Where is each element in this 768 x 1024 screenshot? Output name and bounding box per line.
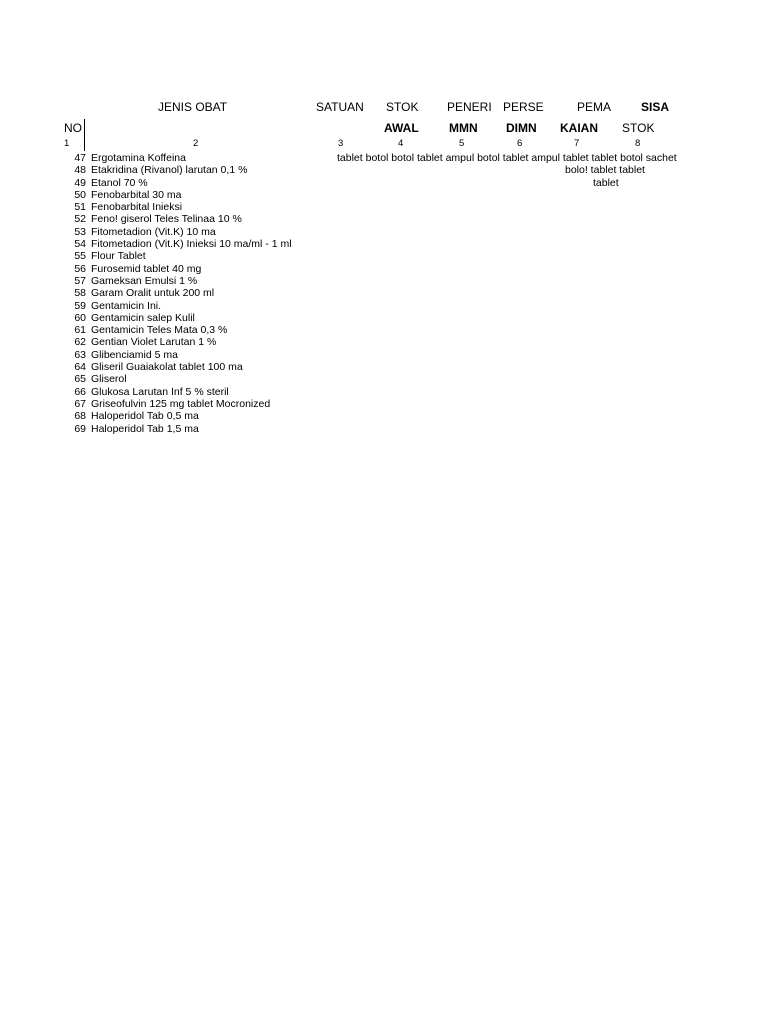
row-number: 69 bbox=[74, 422, 86, 435]
row-number: 50 bbox=[74, 188, 86, 201]
units-line-1: tablet botol botol tablet ampul botol tablet ampul tablet tablet botol sachet bbox=[337, 152, 677, 164]
row-name: Fitometadion (Vit.K) 10 ma bbox=[91, 225, 216, 238]
row-number: 64 bbox=[74, 361, 86, 374]
table-row bbox=[62, 238, 292, 250]
row-name: Haloperidol Tab 1,5 ma bbox=[91, 422, 199, 435]
row-name: Etanol 70 % bbox=[91, 176, 148, 189]
row-name: Fenobarbital 30 ma bbox=[91, 188, 182, 201]
header-awal: AWAL bbox=[384, 121, 419, 135]
row-number: 63 bbox=[74, 348, 86, 361]
table-row bbox=[62, 189, 292, 201]
row-name: Gliserol bbox=[91, 373, 127, 386]
table-row bbox=[62, 250, 292, 262]
table-row bbox=[62, 300, 292, 312]
header-sisa: SISA bbox=[641, 100, 670, 114]
colnum-7: 7 bbox=[574, 138, 580, 149]
row-name: Ergotamina Koffeina bbox=[91, 152, 186, 164]
row-number: 61 bbox=[74, 324, 86, 337]
table-row bbox=[62, 373, 292, 385]
table-row bbox=[62, 226, 292, 238]
row-number: 47 bbox=[74, 152, 86, 164]
colnum-6: 6 bbox=[517, 138, 523, 149]
table-row bbox=[62, 263, 292, 275]
row-name: Gameksan Emulsi 1 % bbox=[91, 274, 198, 287]
colnum-2: 2 bbox=[193, 138, 199, 149]
table-row bbox=[62, 410, 292, 422]
table-row bbox=[62, 336, 292, 348]
table-row bbox=[62, 152, 292, 164]
header-no: NO bbox=[64, 121, 82, 135]
row-number: 60 bbox=[74, 311, 86, 324]
row-number: 51 bbox=[74, 201, 86, 214]
row-name: Glukosa Larutan Inf 5 % steril bbox=[91, 385, 229, 398]
colnum-3: 3 bbox=[338, 138, 344, 149]
drug-list bbox=[62, 152, 292, 435]
row-name: Gentamicin Ini. bbox=[91, 299, 162, 312]
header-mmn: MMN bbox=[449, 121, 478, 135]
row-name: Feno! giserol Teles Telinaa 10 % bbox=[91, 213, 242, 226]
row-name: Gentian Violet Larutan 1 % bbox=[91, 336, 217, 349]
table-row bbox=[62, 398, 292, 410]
header-stok2: STOK bbox=[622, 121, 655, 135]
row-number: 58 bbox=[74, 287, 86, 300]
header-kaian: KAIAN bbox=[560, 121, 598, 135]
header-dimn: DIMN bbox=[506, 121, 537, 135]
header-stok: STOK bbox=[386, 100, 419, 114]
table-row bbox=[62, 164, 292, 176]
table-row bbox=[62, 201, 292, 213]
colnum-8: 8 bbox=[635, 138, 641, 149]
row-name: Garam Oralit untuk 200 ml bbox=[91, 287, 215, 300]
table-row bbox=[62, 177, 292, 189]
header-peneri: PENERI bbox=[447, 100, 492, 114]
table-row bbox=[62, 275, 292, 287]
row-name: Fitometadion (Vit.K) Inieksi 10 ma/ml - 1 ml bbox=[91, 238, 292, 251]
row-number: 52 bbox=[74, 213, 86, 226]
row-number: 54 bbox=[74, 238, 86, 251]
row-number: 49 bbox=[74, 176, 86, 189]
row-number: 59 bbox=[74, 299, 86, 312]
table-row bbox=[62, 361, 292, 373]
table-row bbox=[62, 349, 292, 361]
row-number: 67 bbox=[74, 397, 86, 410]
units-column bbox=[337, 152, 680, 189]
colnum-4: 4 bbox=[398, 138, 404, 149]
row-name: Gentamicin Teles Mata 0,3 % bbox=[91, 324, 228, 337]
row-number: 55 bbox=[74, 250, 86, 263]
header-jenis-obat: JENIS OBAT bbox=[158, 100, 228, 114]
row-name: Gliseril Guaiakolat tablet 100 ma bbox=[91, 361, 243, 374]
row-name: Fenobarbital Inieksi bbox=[91, 201, 183, 214]
row-number: 56 bbox=[74, 262, 86, 275]
table-row bbox=[62, 213, 292, 225]
row-number: 68 bbox=[74, 410, 86, 423]
units-line-3: tablet bbox=[593, 176, 619, 189]
row-number: 57 bbox=[74, 274, 86, 287]
units-line-2: bolo! tablet tablet bbox=[565, 164, 645, 177]
table-row bbox=[62, 287, 292, 299]
header-satuan: SATUAN bbox=[316, 100, 364, 114]
row-name: Glibenciamid 5 ma bbox=[91, 348, 178, 361]
colnum-5: 5 bbox=[459, 138, 465, 149]
table-row bbox=[62, 324, 292, 336]
row-name: Furosemid tablet 40 mg bbox=[91, 262, 202, 275]
row-name: Etakridina (Rivanol) larutan 0,1 % bbox=[91, 164, 248, 177]
header-pema: PEMA bbox=[577, 100, 612, 114]
header-perse: PERSE bbox=[503, 100, 544, 114]
row-number: 66 bbox=[74, 385, 86, 398]
row-name: Gentamicin salep Kulil bbox=[91, 311, 195, 324]
table-row bbox=[62, 386, 292, 398]
row-number: 48 bbox=[74, 164, 86, 177]
row-number: 65 bbox=[74, 373, 86, 386]
row-name: Griseofulvin 125 mg tablet Mocronized bbox=[91, 397, 271, 410]
row-name: Haloperidol Tab 0,5 ma bbox=[91, 410, 199, 423]
row-name: Flour Tablet bbox=[91, 250, 146, 263]
table-row bbox=[62, 423, 292, 435]
table-row bbox=[62, 312, 292, 324]
header-divider bbox=[84, 119, 85, 151]
colnum-1: 1 bbox=[64, 138, 70, 149]
row-number: 53 bbox=[74, 225, 86, 238]
row-number: 62 bbox=[74, 336, 86, 349]
